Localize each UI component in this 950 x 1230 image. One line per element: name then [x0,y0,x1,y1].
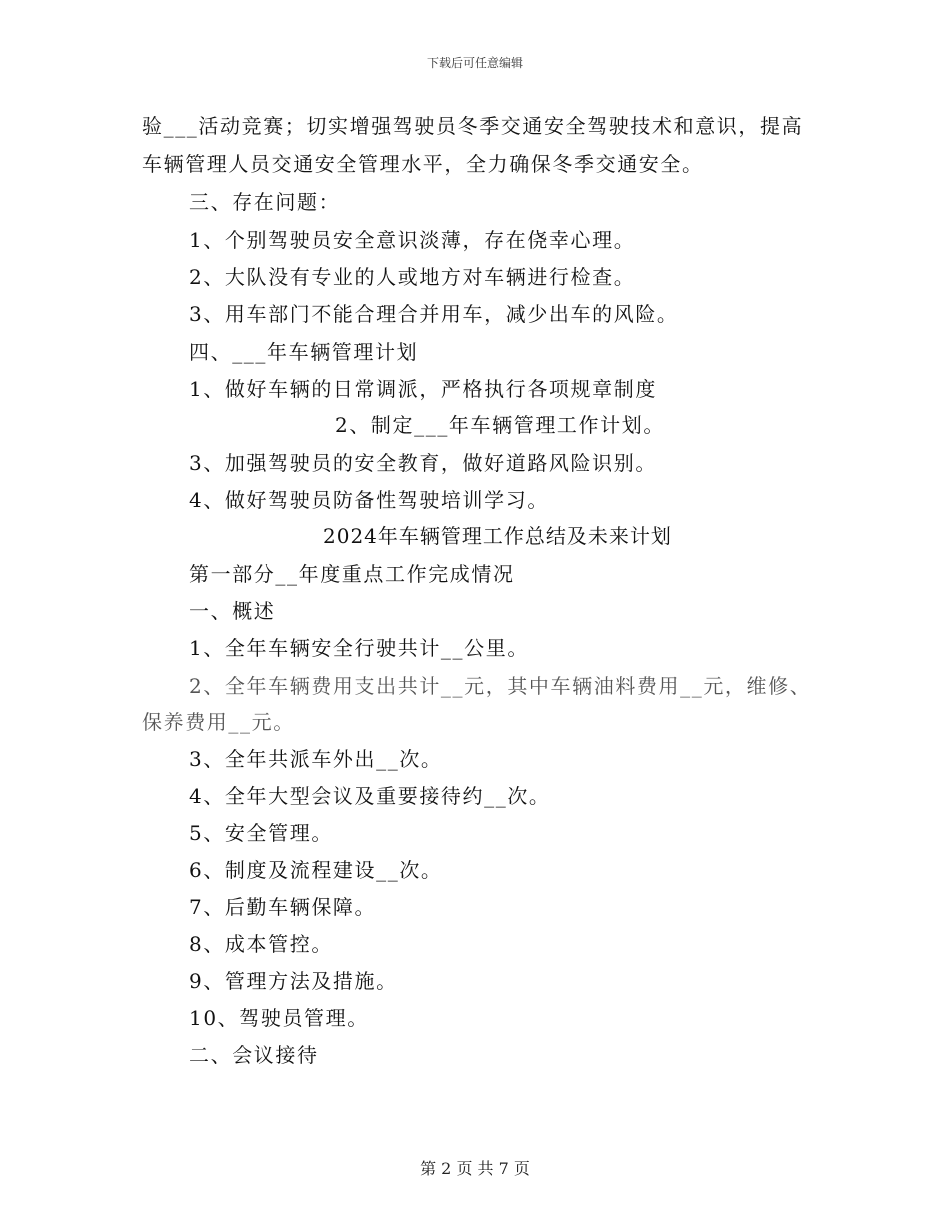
list-item: 1、做好车辆的日常调派，严格执行各项规章制度 [189,377,657,401]
paragraph-line: 车辆管理人员交通安全管理水平，全力确保冬季交通安全。 [142,152,704,176]
list-item: 4、全年大型会议及重要接待约__次。 [189,784,551,808]
list-item: 1、全年车辆安全行驶共计__公里。 [189,636,529,660]
list-item: 1、个别驾驶员安全意识淡薄，存在侥幸心理。 [189,228,636,252]
list-item: 4、做好驾驶员防备性驾驶培训学习。 [189,488,549,512]
section-heading: 四、___年车辆管理计划 [189,340,419,364]
section-heading: 一、概述 [189,599,276,623]
section-heading: 二、会议接待 [189,1043,319,1067]
part-heading: 第一部分__年度重点工作完成情况 [189,562,515,586]
list-item: 3、全年共派车外出__次。 [189,747,443,771]
list-item: 9、管理方法及措施。 [189,969,398,993]
page-header: 下载后可任意编辑 [426,56,523,70]
list-item-continuation: 保养费用__元。 [142,710,295,734]
list-item: 7、后勤车辆保障。 [189,895,377,919]
section-heading: 三、存在问题： [189,190,341,214]
list-item: 3、用车部门不能合理合并用车，减少出车的风险。 [189,302,679,326]
list-item: 10、驾驶员管理。 [189,1006,369,1030]
list-item: 3、加强驾驶员的安全教育，做好道路风险识别。 [189,451,657,475]
list-item: 2、大队没有专业的人或地方对车辆进行检查。 [189,265,636,289]
page-footer: 第 2 页 共 7 页 [420,1159,530,1178]
list-item: 6、制度及流程建设__次。 [189,858,443,882]
document-title: 2024年车辆管理工作总结及未来计划 [323,524,672,548]
list-item: 2、全年车辆费用支出共计__元，其中车辆油料费用__元，维修、 [189,674,812,698]
list-item: 2、制定___年车辆管理工作计划。 [335,413,665,437]
list-item: 8、成本管控。 [189,932,333,956]
list-item: 5、安全管理。 [189,821,333,845]
paragraph-line: 验___活动竞赛；切实增强驾驶员冬季交通安全驾驶技术和意识，提高 [142,114,804,138]
